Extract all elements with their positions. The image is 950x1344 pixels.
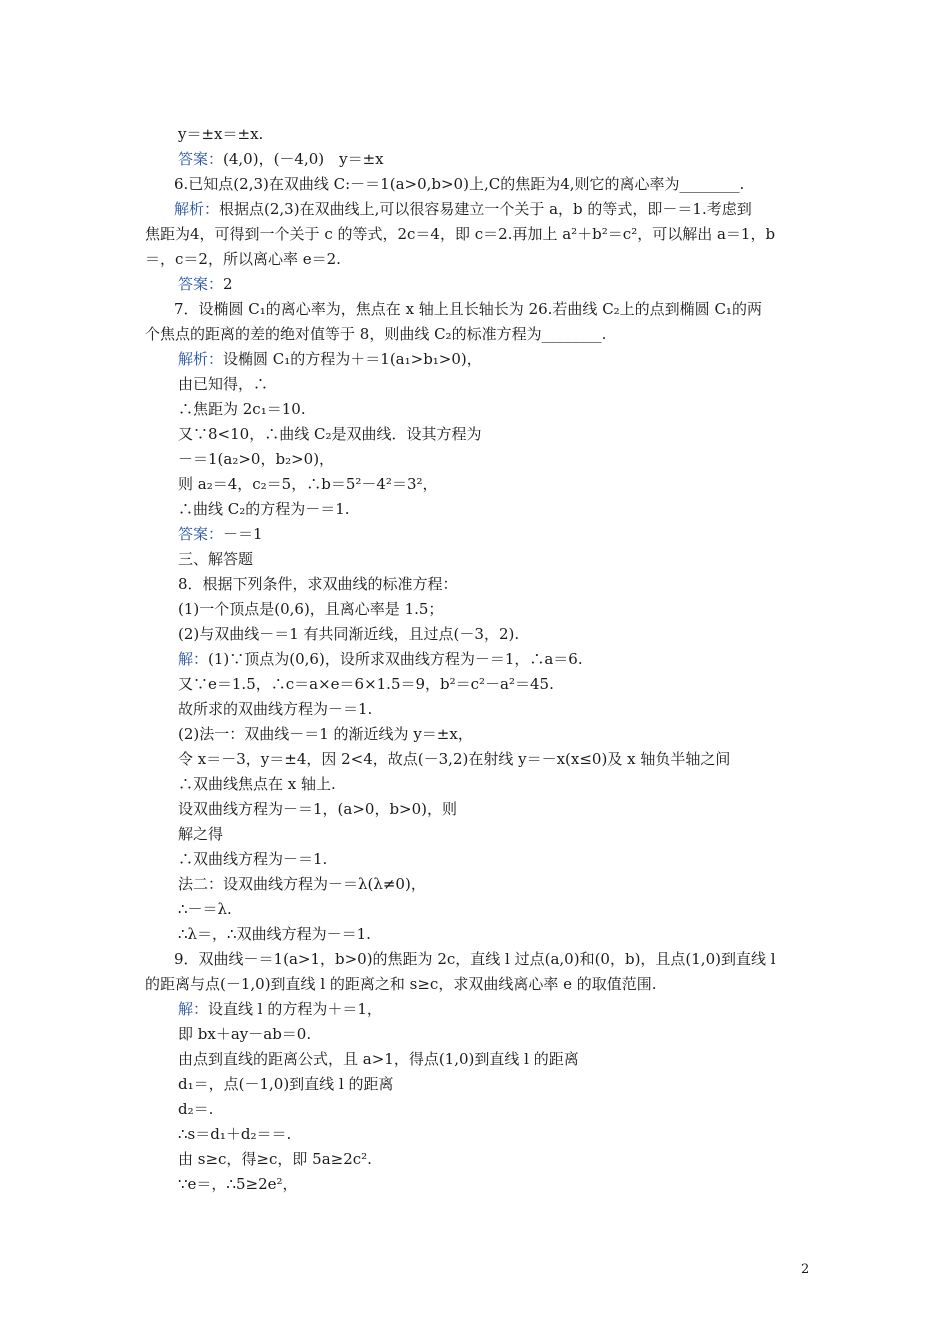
line-text: 又∵8<10，∴曲线 C₂是双曲线．设其方程为 — [178, 425, 482, 443]
text-line — [178, 649, 583, 669]
line-text: ∴双曲线方程为－＝1. — [178, 850, 328, 868]
text-line — [178, 724, 473, 744]
text-line — [174, 299, 762, 319]
text-line — [174, 199, 752, 219]
line-text: ∴－＝λ. — [178, 900, 232, 918]
line-text: 法二：设双曲线方程为－＝λ(λ≠0)， — [178, 875, 426, 893]
text-line — [178, 474, 438, 494]
line-text: 设直线 l 的方程为＋＝1， — [208, 1000, 382, 1018]
text-line — [178, 774, 336, 794]
line-text: －＝1(a₂>0，b₂>0)， — [178, 450, 335, 468]
line-text: (1)一个顶点是(0,6)，且离心率是 1.5； — [178, 600, 444, 618]
line-text: 8．根据下列条件，求双曲线的标准方程： — [178, 575, 458, 593]
line-text: 令 x＝－3，y＝±4，因 2<4，故点(－3,2)在射线 y＝－x(x≤0)及 x 轴负半轴之间 — [178, 750, 731, 768]
answer-label: 解： — [178, 650, 209, 668]
line-text: 故所求的双曲线方程为－＝1. — [178, 700, 373, 718]
line-text: ∴焦距为 2c₁＝10. — [178, 400, 306, 418]
line-text: 设双曲线方程为－＝1，(a>0，b>0)，则 — [178, 800, 458, 818]
line-text: 又∵e＝1.5，∴c＝a×e＝6×1.5＝9，b²＝c²－a²＝45. — [178, 675, 554, 693]
text-line — [178, 624, 519, 644]
answer-label: 解： — [178, 1000, 209, 1018]
text-line — [178, 1024, 311, 1044]
text-line — [178, 699, 372, 719]
text-line — [178, 924, 371, 944]
text-line — [178, 999, 382, 1019]
page-number: 2 — [801, 1262, 810, 1277]
text-line — [174, 949, 776, 969]
text-line — [178, 1049, 579, 1069]
line-text: d₂＝. — [178, 1100, 214, 1118]
text-line — [178, 424, 481, 444]
answer-label: 答案： — [178, 275, 224, 293]
text-line — [178, 749, 730, 769]
line-text: 6.已知点(2,3)在双曲线 C:－＝1(a>0,b>0)上,C的焦距为4,则它的离心率为________. — [174, 175, 745, 193]
line-text: 根据点(2,3)在双曲线上,可以很容易建立一个关于 a，b 的等式，即－＝1.考虑到 — [219, 200, 752, 218]
line-text: 7．设椭圆 C₁的离心率为，焦点在 x 轴上且长轴长为 26.若曲线 C₂上的点到椭圆 C₁的两 — [174, 300, 762, 318]
text-line — [178, 349, 482, 369]
text-line — [178, 549, 253, 569]
line-text: 则 a₂＝4，c₂＝5，∴b＝5²－4²＝3²， — [178, 475, 438, 493]
text-line — [178, 874, 426, 894]
line-text: 焦距为4，可得到一个关于 c 的等式，2c＝4，即 c＝2.再加上 a²＋b²＝c²，可以解出 a＝1，b — [145, 225, 776, 243]
line-text: y＝±x＝±x. — [178, 125, 264, 143]
line-text: ∵e＝，∴5≥2e²， — [178, 1175, 298, 1193]
line-text: 由 s≥c，得≥c，即 5a≥2c². — [178, 1150, 372, 1168]
line-text: 解之得 — [178, 825, 224, 843]
line-text: (2)与双曲线－＝1 有共同渐近线，且过点(－3，2). — [178, 625, 520, 643]
text-line — [178, 524, 263, 544]
line-text: 设椭圆 C₁的方程为＋＝1(a₁>b₁>0)， — [223, 350, 482, 368]
text-line — [178, 1149, 372, 1169]
line-text: 个焦点的距离的差的绝对值等于 8，则曲线 C₂的标准方程为________. — [145, 325, 607, 343]
line-text: d₁＝，点(－1,0)到直线 l 的距离 — [178, 1075, 394, 1093]
line-text: 由点到直线的距离公式，且 a>1，得点(1,0)到直线 l 的距离 — [178, 1050, 579, 1068]
text-line — [178, 149, 384, 169]
text-line — [178, 599, 443, 619]
line-text: (4,0)，(－4,0) y＝±x — [223, 150, 384, 168]
text-line — [178, 399, 306, 419]
line-text: 9．双曲线－＝1(a>1，b>0)的焦距为 2c，直线 l 过点(a,0)和(0，b)，且点(1,0)到直线 l — [174, 950, 776, 968]
text-line — [178, 674, 554, 694]
text-line — [178, 1074, 394, 1094]
line-text: ∴s＝d₁＋d₂＝＝. — [178, 1125, 292, 1143]
text-line — [174, 174, 744, 194]
answer-label: 答案： — [178, 150, 224, 168]
line-text: (2)法一：双曲线－＝1 的渐近线为 y＝±x， — [178, 725, 473, 743]
text-line — [178, 1124, 291, 1144]
text-line — [145, 249, 341, 269]
line-text: －＝1 — [223, 525, 263, 543]
line-text: 的距离与点(－1,0)到直线 l 的距离之和 s≥c，求双曲线离心率 e 的取值范围. — [145, 975, 657, 993]
text-line — [178, 1099, 213, 1119]
text-line — [178, 374, 268, 394]
answer-label: 解析： — [174, 200, 220, 218]
text-line — [178, 574, 458, 594]
text-line — [178, 449, 334, 469]
line-text: 即 bx＋ay－ab＝0. — [178, 1025, 312, 1043]
line-text: 2 — [223, 275, 233, 293]
line-text: 三、解答题 — [178, 550, 254, 568]
line-text: ＝，c＝2，所以离心率 e＝2. — [145, 250, 341, 268]
line-text: ∴双曲线焦点在 x 轴上. — [178, 775, 336, 793]
text-line — [145, 974, 657, 994]
line-text: 由已知得，∴ — [178, 375, 269, 393]
text-line — [178, 274, 233, 294]
text-line — [178, 499, 350, 519]
text-line — [178, 799, 457, 819]
text-line — [178, 1174, 298, 1194]
text-line — [178, 849, 327, 869]
answer-label: 解析： — [178, 350, 224, 368]
text-line — [145, 324, 606, 344]
text-line — [178, 899, 232, 919]
text-line — [178, 824, 223, 844]
line-text: (1)∵顶点为(0,6)，设所求双曲线方程为－＝1，∴a＝6. — [208, 650, 583, 668]
text-line — [178, 124, 263, 144]
line-text: ∴λ＝，∴双曲线方程为－＝1. — [178, 925, 371, 943]
line-text: ∴曲线 C₂的方程为－＝1. — [178, 500, 350, 518]
text-line — [145, 224, 775, 244]
answer-label: 答案： — [178, 525, 224, 543]
